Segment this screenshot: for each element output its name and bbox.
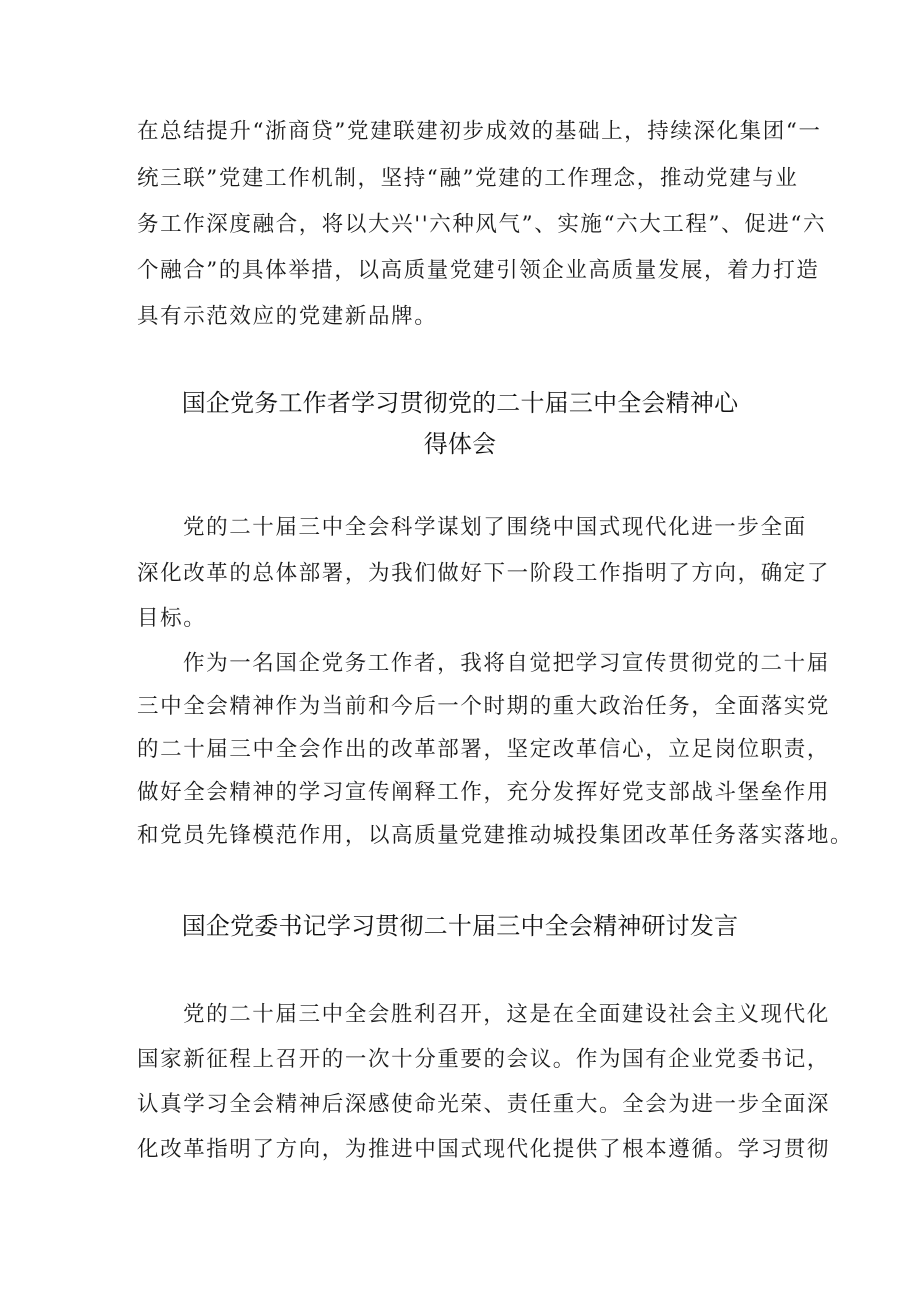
text-line: 认真学习全会精神后深感使命光荣、责任重大。全会为进一步全面深 [137,1092,831,1117]
text-line: 作为一名国企党务工作者，我将自觉把学习宣传贯彻党的二十届 [183,651,830,676]
text-line: 三中全会精神作为当前和今后一个时期的重大政治任务，全面落实党 [137,694,831,719]
text-line: 个融合”的具体举措，以高质量党建引领企业高质量发展，着力打造 [137,258,820,283]
text-line: 党的二十届三中全会胜利召开，这是在全面建设社会主义现代化 [183,1002,830,1027]
text-line: 目标。 [137,606,207,631]
text-line: 在总结提升“浙商贷”党建联建初步成效的基础上，持续深化集团“一 [137,119,822,144]
text-line: 做好全会精神的学习宣传阐释工作，充分发挥好党支部战斗堡垒作用 [137,780,831,805]
text-line: 统三联”党建工作机制，坚持“融”党建的工作理念，推动党建与业 [137,166,799,191]
section-title: 国企党委书记学习贯彻二十届三中全会精神研讨发言 [181,912,739,940]
text-line: 深化改革的总体部署，为我们做好下一阶段工作指明了方向，确定了 [137,561,831,586]
section-title: 国企党务工作者学习贯彻党的二十届三中全会精神心 [181,389,739,417]
text-line: 的二十届三中全会作出的改革部署，坚定改革信心，立足岗位职责， [137,737,831,762]
text-line: 化改革指明了方向，为推进中国式现代化提供了根本遵循。学习贯彻 [137,1137,831,1162]
text-line: 具有示范效应的党建新品牌。 [137,304,438,329]
text-line: 国家新征程上召开的一次十分重要的会议。作为国有企业党委书记， [137,1047,831,1072]
section-title-continued: 得体会 [423,430,497,458]
text-line: 务工作深度融合，将以大兴''六种风气”、实施“六大工程”、促进“六 [137,212,827,237]
text-line: 和党员先锋模范作用，以高质量党建推动城投集团改革任务落实落地。 [137,823,854,848]
text-line: 党的二十届三中全会科学谋划了围绕中国式现代化进一步全面 [183,515,807,540]
